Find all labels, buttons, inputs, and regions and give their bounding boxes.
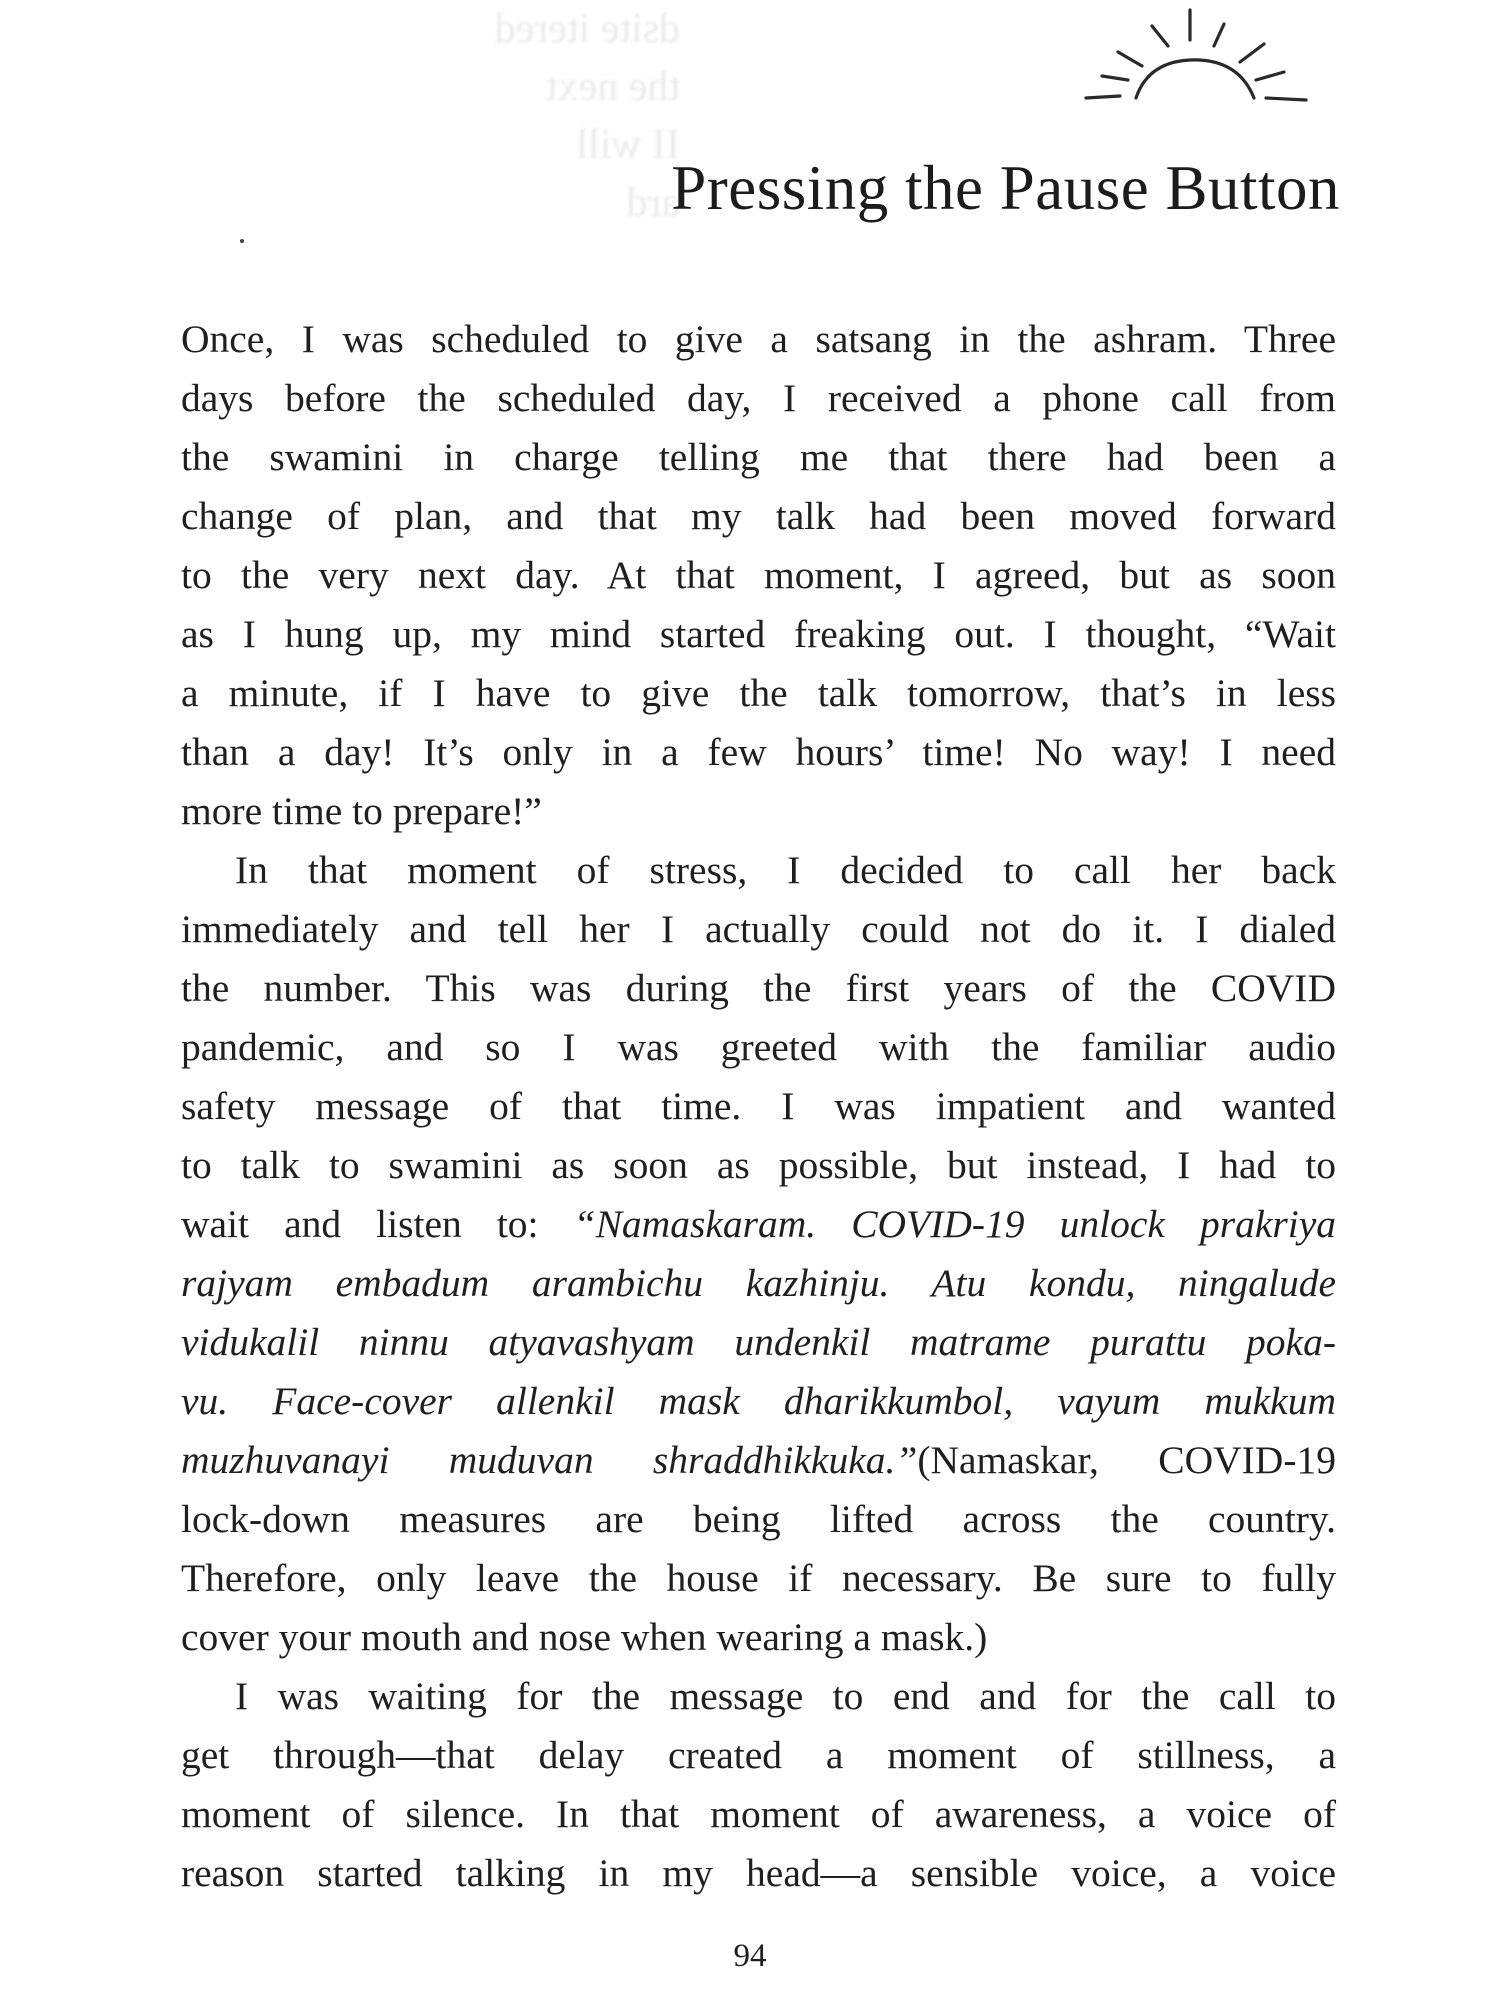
text-line: more time to prepare!”	[181, 789, 542, 833]
text-line-pre: wait and listen to:	[181, 1202, 574, 1246]
rising-sun-icon	[1078, 6, 1318, 116]
text-line: reason started talking in my head—a sensible voice, a voice	[181, 1851, 1336, 1895]
text-line: to the very next day. At that moment, I agreed, but as soon	[181, 553, 1336, 597]
text-line	[181, 1431, 1336, 1490]
bleed-line: II will	[576, 122, 680, 168]
text-line: as I hung up, my mind started freaking out. I thought, “Wait	[181, 612, 1336, 656]
text-line: cover your mouth and nose when wearing a mask.)	[181, 1615, 988, 1659]
italic-quote: “Namaskaram. COVID-19 unlock prakriya	[573, 1202, 1336, 1246]
text-line: get through—that delay created a moment of stillness, a	[181, 1733, 1336, 1777]
text-line: I was waiting for the message to end and for the call to	[235, 1674, 1336, 1718]
page-number: 94	[733, 1938, 767, 1974]
text-line: pandemic, and so I was greeted with the familiar audio	[181, 1025, 1336, 1069]
italic-quote: vidukalil ninnu atyavashyam undenkil matrame purattu poka-	[181, 1320, 1336, 1364]
chapter-title: Pressing the Pause Button	[671, 153, 1340, 223]
text-line: Therefore, only leave the house if necessary. Be sure to fully	[181, 1556, 1336, 1600]
text-line: safety message of that time. I was impatient and wanted	[181, 1084, 1336, 1128]
text-line	[181, 1372, 1336, 1431]
text-line: In that moment of stress, I decided to call her back	[235, 848, 1336, 892]
text-line: the swamini in charge telling me that there had been a	[181, 435, 1336, 479]
text-line	[181, 1254, 1336, 1313]
text-line: immediately and tell her I actually could not do it. I dialed	[181, 907, 1336, 951]
text-line: than a day! It’s only in a few hours’ time! No way! I need	[181, 730, 1336, 774]
text-line: the number. This was during the first years of the COVID	[181, 966, 1336, 1010]
bleed-line: dsite itered	[494, 6, 680, 52]
text-line-post: (Namaskar, COVID-19	[917, 1438, 1336, 1482]
bleed-line: ard	[626, 180, 680, 226]
text-line: moment of silence. In that moment of awareness, a voice of	[181, 1792, 1336, 1836]
ink-speck	[240, 239, 244, 243]
text-line: lock-down measures are being lifted across the country.	[181, 1497, 1336, 1541]
text-line	[181, 1313, 1336, 1372]
italic-quote: muzhuvanayi muduvan shraddhikkuka.”	[181, 1438, 918, 1482]
body-text	[181, 310, 1336, 1903]
text-line: to talk to swamini as soon as possible, but instead, I had to	[181, 1143, 1336, 1187]
italic-quote: rajyam embadum arambichu kazhinju. Atu kondu, ningalude	[181, 1261, 1336, 1305]
text-line: a minute, if I have to give the talk tomorrow, that’s in less	[181, 671, 1336, 715]
text-line	[181, 1195, 1336, 1254]
italic-quote: vu. Face-cover allenkil mask dharikkumbol, vayum mukkum	[181, 1379, 1336, 1423]
text-line: days before the scheduled day, I received a phone call from	[181, 376, 1336, 420]
bleed-line: the next	[545, 64, 680, 110]
bleed-through-text	[120, 0, 680, 226]
text-line: change of plan, and that my talk had been moved forward	[181, 494, 1336, 538]
text-line: Once, I was scheduled to give a satsang in the ashram. Three	[181, 317, 1336, 361]
